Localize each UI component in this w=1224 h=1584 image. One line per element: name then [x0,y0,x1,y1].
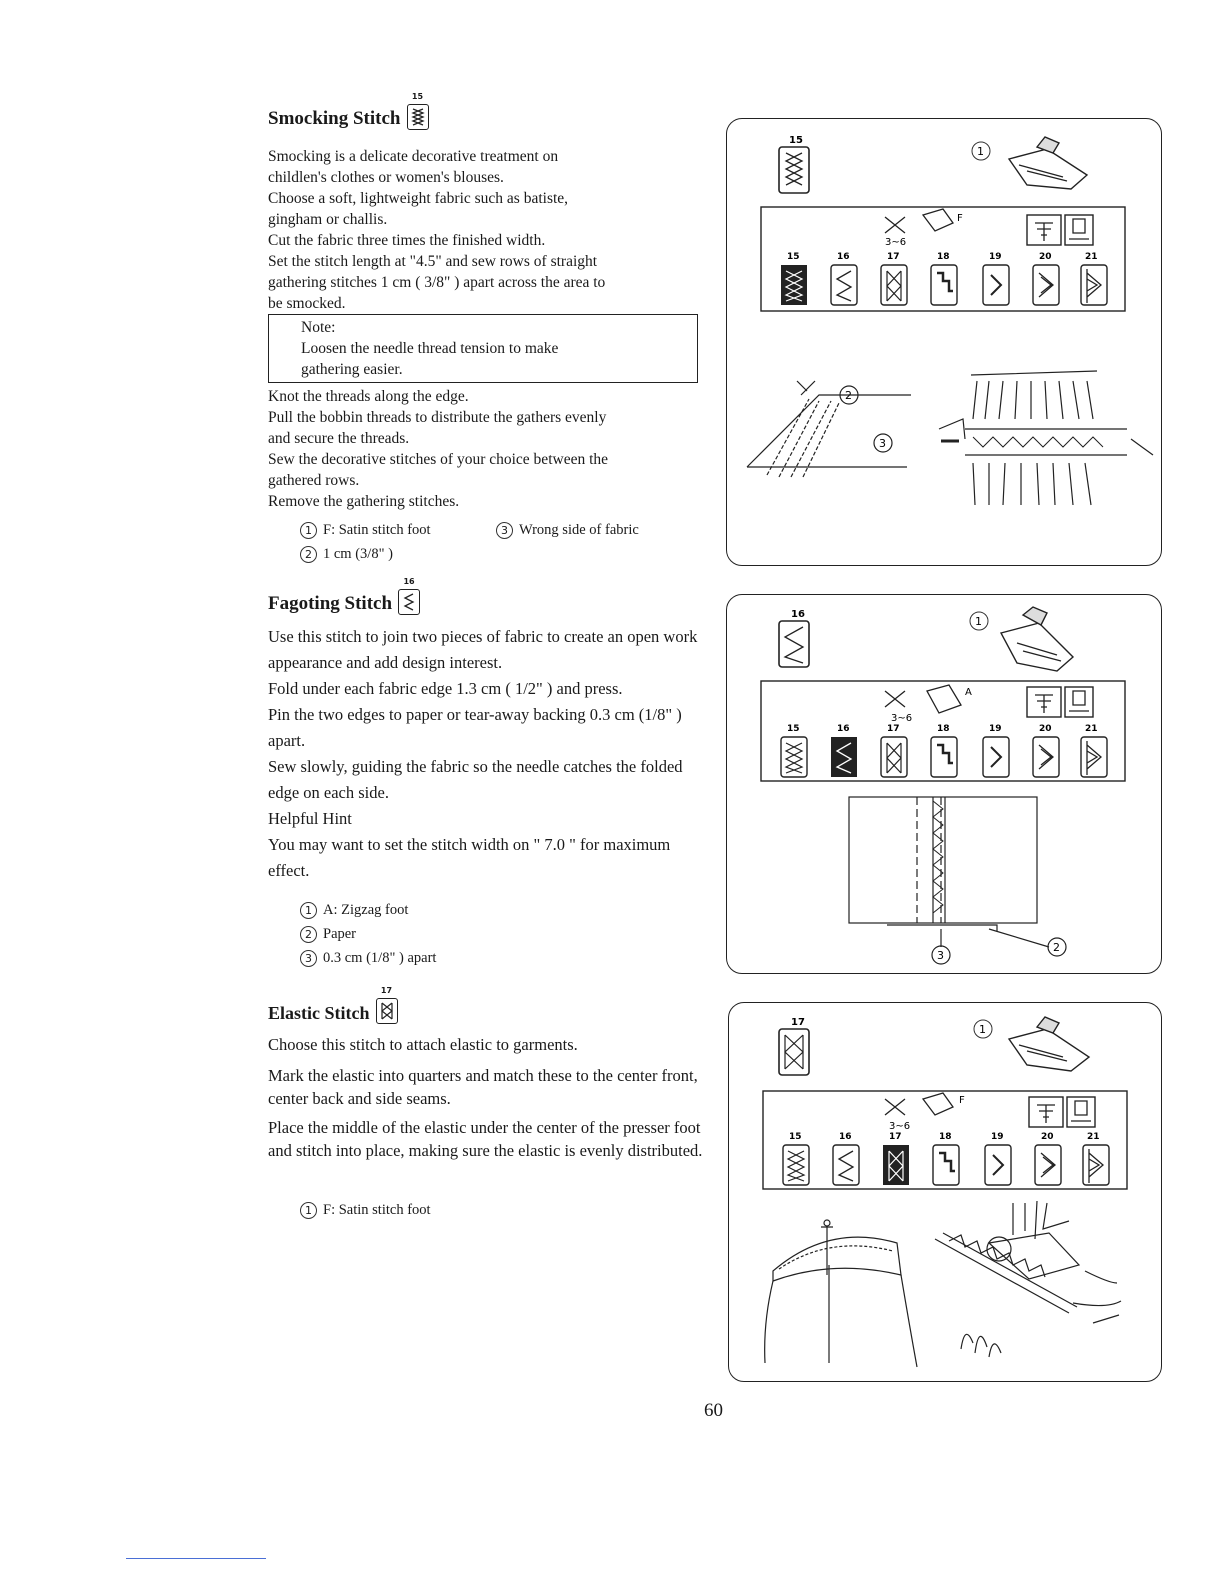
elastic-paragraph: Choose this stitch to attach elastic to garments. [268,1035,578,1054]
stitch-num: 16 [837,252,850,262]
smocking-line: be smocked. [268,295,346,312]
stitch-21-key [1081,737,1107,777]
smocking-step: gathered rows. [268,472,360,489]
smocking-line: Smocking is a delicate decorative treatment on [268,148,559,165]
smocking-stitch-key [783,1145,809,1185]
elastic-paragraph: Mark the elastic into quarters and match these to the center front, center back and side seams. [268,1066,698,1108]
fagoting-paragraph: Use this stitch to join two pieces of fabric to create an open work appearance and add design interest. [268,627,698,672]
fagoting-legend-1 [300,898,408,922]
smocking-steps [268,386,698,512]
legend-text: 0.3 cm (1/8" ) apart [323,950,437,966]
callout-number: 1 [977,145,984,158]
stitch-num: 21 [1085,724,1098,734]
page-number: 60 [704,1400,723,1421]
legend-text: Wrong side of fabric [519,522,639,538]
smocking-step: Sew the decorative stitches of your choice between the [268,451,609,468]
smocking-step: Pull the bobbin threads to distribute the gathers evenly [268,409,607,426]
elastic-title: Elastic Stitch [268,1003,370,1023]
garment-waistband-illustration [765,1220,917,1367]
stitch-num: 21 [1085,252,1098,262]
elastic-stitch-key [881,265,907,305]
smocking-step: Remove the gathering stitches. [268,493,460,510]
stitch-num: 20 [1039,724,1052,734]
smocking-step: and secure the threads. [268,430,410,447]
fagoting-stitch-icon [398,577,420,615]
smocking-line: gingham or challis. [268,211,388,228]
smocking-line: gathering stitches 1 cm ( 3/8" ) apart across the area to [268,274,606,291]
range-label: 3~6 [889,1121,911,1132]
smocking-line: childlen's clothes or women's blouses. [268,169,504,186]
elastic-paragraph: Place the middle of the elastic under the center of the presser foot and stitch into place, making sure the elastic is evenly distributed. [268,1118,703,1160]
gathered-fabric-illustration [939,371,1153,505]
stitch-num: 17 [889,1132,902,1142]
stitch-20-key [1035,1145,1061,1185]
stitch-18-key [931,737,957,777]
callout-number: 2 [845,389,852,402]
smocking-note [268,314,698,383]
stitch-num: 15 [787,252,800,262]
callout-number: 2 [1053,941,1060,954]
callout-number: 3 [937,949,944,962]
stitch-19-key [983,737,1009,777]
fagoting-heading [268,577,420,615]
gathering-diagram [747,381,911,477]
stitch-21-key [1081,265,1107,305]
fagoting-fabric-diagram [849,797,1066,964]
fagoting-body [268,624,708,884]
stitch-num: 18 [939,1132,952,1142]
stitch-num: 17 [887,724,900,734]
smocking-line: Choose a soft, lightweight fabric such as batiste, [268,190,569,207]
callout-number: 1 [975,615,982,628]
legend-number: 1 [300,1202,317,1219]
smocking-stitch-key [781,737,807,777]
stitch-num: 19 [991,1132,1004,1142]
legend-number: 1 [300,522,317,539]
smocking-step: Knot the threads along the edge. [268,388,469,405]
selected-stitch-icon [831,737,857,777]
legend-text: Paper [323,926,357,942]
fagoting-legend-3 [300,946,436,970]
panel-stitch-number: 15 [789,135,803,146]
fagoting-stitch-key [833,1145,859,1185]
smocking-legend-1 [300,518,431,542]
sewing-machine-foot-illustration [935,1201,1121,1357]
smocking-legend-3 [496,518,639,542]
stitch-num: 15 [789,1132,802,1142]
legend-text: F: Satin stitch foot [323,522,431,538]
stitch-num: 19 [989,724,1002,734]
legend-text: A: Zigzag foot [323,902,409,918]
note-line: gathering easier. [301,361,403,378]
elastic-stitch-key [881,737,907,777]
stitch-19-key [983,265,1009,305]
note-label: Note: [301,319,336,336]
panel-stitch-icon [779,147,809,193]
fagoting-stitch-number: 16 [403,577,415,586]
fagoting-stitch-key [831,265,857,305]
foot-letter: F [959,1095,965,1106]
elastic-body [268,1032,708,1162]
elastic-stitch-number: 17 [380,986,393,995]
smocking-stitch-number: 15 [411,92,424,101]
callout-number: 1 [979,1023,986,1036]
zigzag-presser-foot-icon [1001,607,1073,671]
stitch-18-key [933,1145,959,1185]
fagoting-illustration-panel [726,594,1162,974]
smocking-line: Cut the fabric three times the finished width. [268,232,546,249]
smocking-body [268,146,698,314]
range-label: 3~6 [885,237,907,248]
stitch-20-key [1033,265,1059,305]
legend-number: 1 [300,902,317,919]
stitch-21-key [1083,1145,1109,1185]
selected-stitch-icon [781,265,807,305]
footer-rule [126,1558,266,1559]
smocking-illustration-panel [726,118,1162,566]
fagoting-title: Fagoting Stitch [268,593,393,614]
elastic-legend-1 [300,1198,431,1222]
stitch-num: 17 [887,252,900,262]
panel-stitch-number: 16 [791,609,805,620]
stitch-num: 20 [1041,1132,1054,1142]
stitch-num: 16 [837,724,850,734]
stitch-num: 19 [989,252,1002,262]
satin-presser-foot-icon [1009,1017,1089,1071]
stitch-num: 18 [937,724,950,734]
elastic-stitch-icon [376,986,398,1024]
smocking-legend-2 [300,542,393,566]
panel-stitch-icon [779,1029,809,1075]
legend-text: 1 cm (3/8" ) [323,546,393,562]
panel-stitch-number: 17 [791,1017,805,1028]
stitch-num: 20 [1039,252,1052,262]
fagoting-paragraph: Fold under each fabric edge 1.3 cm ( 1/2" ) and press. [268,679,623,698]
elastic-heading [268,986,398,1024]
stitch-20-key [1033,737,1059,777]
note-line: Loosen the needle thread tension to make [301,340,559,357]
stitch-18-key [931,265,957,305]
legend-number: 3 [496,522,513,539]
legend-number: 3 [300,950,317,967]
fagoting-legend-2 [300,922,356,946]
callout-number: 3 [879,437,886,450]
legend-number: 2 [300,926,317,943]
smocking-stitch-icon [407,92,429,130]
selected-stitch-icon [883,1145,909,1185]
foot-letter: F [957,213,963,224]
stitch-num: 21 [1087,1132,1100,1142]
satin-presser-foot-icon [1009,137,1087,189]
stitch-num: 15 [787,724,800,734]
foot-letter: A [965,687,972,698]
fagoting-paragraph: Pin the two edges to paper or tear-away backing 0.3 cm (1/8" ) apart. [268,705,682,750]
smocking-heading [268,92,429,130]
stitch-num: 18 [937,252,950,262]
fagoting-paragraph: You may want to set the stitch width on " 7.0 " for maximum effect. [268,835,671,880]
smocking-title: Smocking Stitch [268,108,401,129]
stitch-num: 16 [839,1132,852,1142]
helpful-hint-heading: Helpful Hint [268,809,352,828]
range-label: 3~6 [891,713,913,724]
smocking-line: Set the stitch length at "4.5" and sew rows of straight [268,253,598,270]
fagoting-paragraph: Sew slowly, guiding the fabric so the needle catches the folded edge on each side. [268,757,683,802]
legend-text: F: Satin stitch foot [323,1202,431,1218]
elastic-illustration-panel [728,1002,1162,1382]
legend-number: 2 [300,546,317,563]
stitch-19-key [985,1145,1011,1185]
